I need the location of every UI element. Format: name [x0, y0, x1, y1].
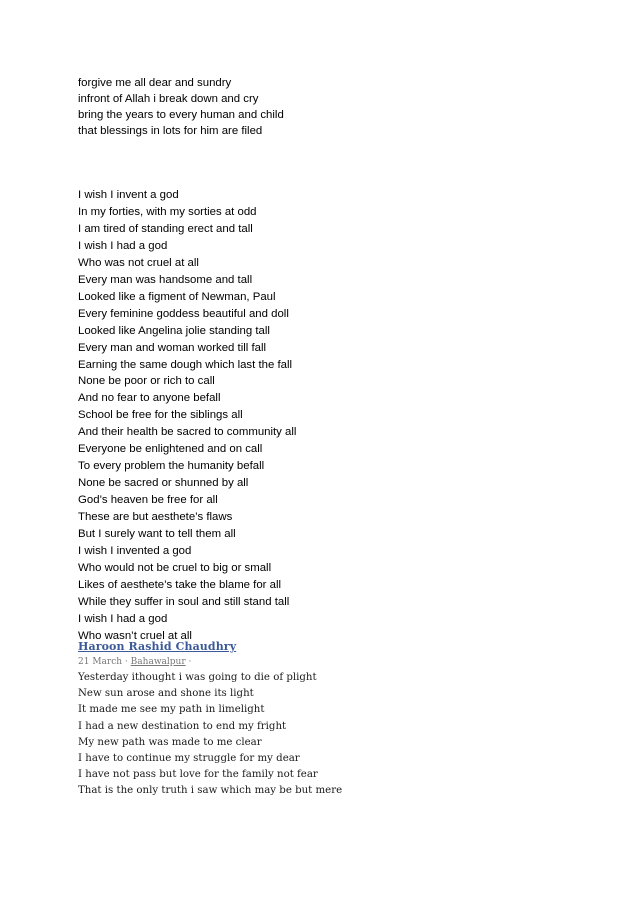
poem-line: To every problem the humanity befall: [78, 460, 265, 473]
social-post: [78, 638, 342, 800]
poem-line: Looked like a figment of Newman, Paul: [78, 290, 276, 303]
poem-line: Every man and woman worked till fall: [78, 341, 267, 354]
poem-stanza-wish-god: [78, 187, 296, 645]
poem-line: These are but aesthete’s flaws: [78, 511, 233, 524]
meta-separator: ·: [124, 657, 128, 667]
poem-line: Who wasn’t cruel at all: [78, 629, 192, 642]
post-location-link[interactable]: Bahawalpur: [130, 657, 186, 667]
poem-line: God’s heaven be free for all: [78, 494, 218, 507]
poem-line: None be sacred or shunned by all: [78, 477, 249, 490]
poem-line: Every man was handsome and tall: [78, 273, 253, 286]
post-poem-line: Yesterday ithought i was going to die of plight: [78, 672, 317, 683]
poem-line: Who would not be cruel to big or small: [78, 561, 272, 574]
poem-line: I wish I had a god: [78, 239, 168, 252]
post-author-link[interactable]: Haroon Rashid Chaudhry: [78, 640, 237, 653]
poem-line: I wish I had a god: [78, 612, 168, 625]
poem-line: While they suffer in soul and still stand tall: [78, 595, 290, 608]
poem-line: Earning the same dough which last the fall: [78, 358, 293, 371]
poem-line: But I surely want to tell them all: [78, 528, 236, 541]
poem-line: I wish I invented a god: [78, 545, 192, 558]
poem-line: infront of Allah i break down and cry: [78, 92, 259, 105]
poem-line: Who was not cruel at all: [78, 256, 199, 269]
poem-line: I wish I invent a god: [78, 189, 179, 201]
post-poem-line: It made me see my path in limelight: [78, 704, 265, 716]
poem-line: I am tired of standing erect and tall: [78, 222, 253, 235]
post-poem-line: That is the only truth i saw which may be but mere: [78, 785, 343, 797]
post-poem-line: New sun arose and shone its light: [78, 688, 254, 700]
post-poem-line: I had a new destination to end my fright: [78, 720, 287, 732]
poem-line: forgive me all dear and sundry: [78, 77, 232, 89]
poem-line: Looked like Angelina jolie standing tall: [78, 324, 270, 337]
post-poem-line: My new path was made to me clear: [78, 736, 262, 748]
post-meta: [78, 655, 342, 670]
poem-line: that blessings in lots for him are filed: [78, 124, 263, 137]
poem-line: In my forties, with my sorties at odd: [78, 205, 257, 218]
poem-line: Likes of aesthete’s take the blame for all: [78, 578, 282, 591]
poem-line: Everyone be enlightened and on call: [78, 443, 263, 456]
poem-line: bring the years to every human and child: [78, 108, 284, 121]
poem-stanza-forgive: [78, 76, 284, 140]
post-poem: [78, 670, 342, 800]
poem-line: Every feminine goddess beautiful and doll: [78, 307, 289, 320]
post-poem-line: I have not pass but love for the family not fear: [78, 769, 318, 781]
post-date[interactable]: 21 March: [78, 657, 123, 667]
poem-line: And no fear to anyone befall: [78, 392, 221, 405]
poem-line: School be free for the siblings all: [78, 409, 243, 422]
post-poem-line: I have to continue my struggle for my dear: [78, 753, 300, 765]
meta-separator-trailing: ·: [188, 657, 192, 667]
poem-line: And their health be sacred to community all: [78, 426, 297, 439]
poem-line: None be poor or rich to call: [78, 375, 215, 388]
